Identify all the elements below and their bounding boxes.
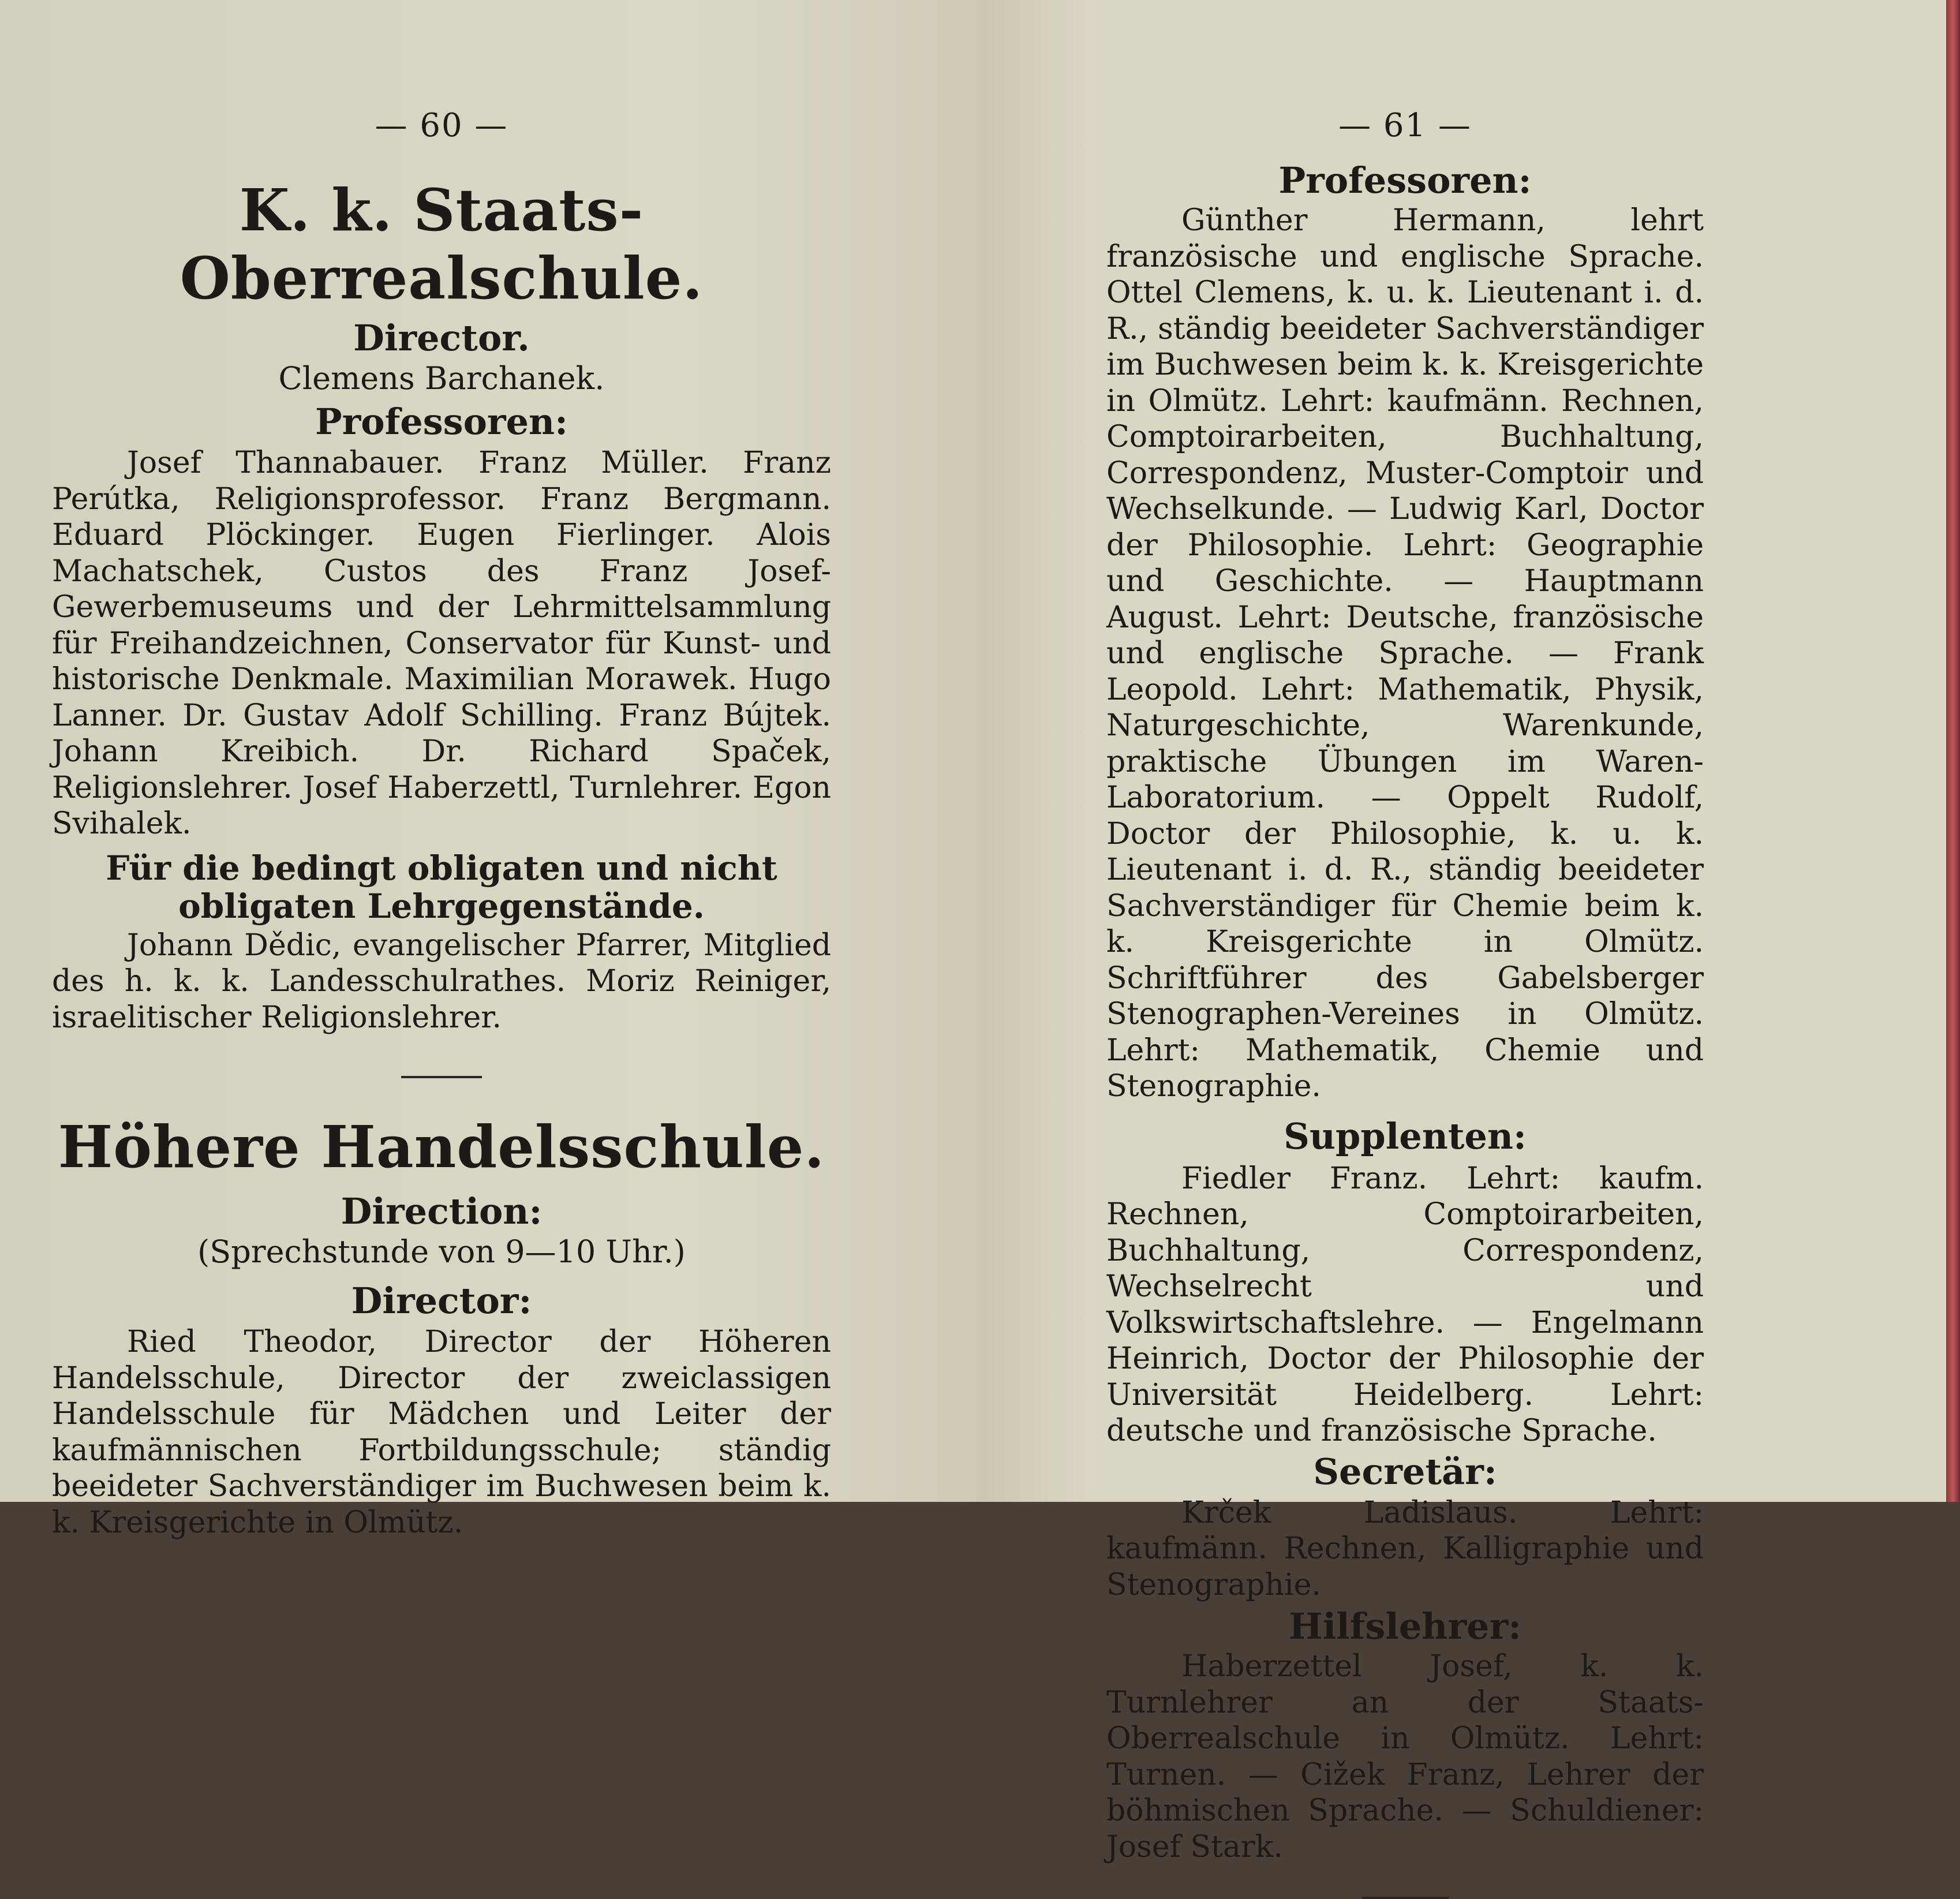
director2-heading: Director: [351,1280,532,1322]
left-page [0,0,977,1540]
professors-list: Josef Thannabauer. Franz Müller. Franz Perútka, Religionsprofessor. Franz Bergmann. Eduard Plöckinger. Eugen Fierlinger. Alois Machatschek, Custos des Franz Josef-Gewerbemuseums und der Lehrmittelsammlung für Freihandzeichnen, Conservator für Kunst- und historische Denkmale. Maximilian Morawek. Hugo Lanner. Dr. Gustav Adolf Schilling. Franz Bújtek. Johann Kreibich. Dr. Richard Spaček, Religionslehrer. Josef Haberzettl, Turnlehrer. Egon Svihalek. [52,446,831,841]
director2-text: Ried Theodor, Director der Höheren Handelsschule, Director der zweiclassigen Handelsschule für Mädchen und Leiter der kaufmännischen Fortbildungsschule; ständig beeideter Sachverständiger im Buchwesen beim k. k. Kreisgerichte in Olmütz. [52,1325,831,1540]
secretaer-heading: Secretär: [1313,1450,1497,1493]
professors-list: Günther Hermann, lehrt französische und englische Sprache. Ottel Clemens, k. u. k. Lieutenant i. d. R., ständig beeideter Sachverständiger im Buchwesen beim k. k. Kreisgerichte in Olmütz. Lehrt: kaufmänn. Rechnen, Comptoirarbeiten, Buchhaltung, Correspondenz, Muster-Comptoir und Wechselkunde. — Ludwig Karl, Doctor der Philosophie. Lehrt: Geographie und Geschichte. — Hauptmann August. Lehrt: Deutsche, französische und englische Sprache. — Frank Leopold. Lehrt: Mathematik, Physik, Naturgeschichte, Warenkunde, praktische Übungen im Waren-Laboratorium. — Oppelt Rudolf, Doctor der Philosophie, k. u. k. Lieutenant i. d. R., ständig beeideter Sachverständiger für Chemie beim k. k. Kreisgerichte in Olmütz. Schriftführer des Gabelsberger Stenographen-Vereines in Olmütz. Lehrt: Mathematik, Chemie und Stenographie. [1106,203,1704,1104]
section-title-2: Höhere Handelsschule. [58,1113,825,1181]
professors-heading: Professoren: [315,401,568,443]
page-number: — 60 — [375,107,508,144]
professors-heading: Professoren: [1278,159,1532,201]
director-name: Clemens Barchanek. [278,360,605,397]
left-page-content [52,0,831,1540]
right-page-content [1106,0,1704,1864]
section-title: K. k. Staats-Oberrealschule. [179,176,704,312]
supplenten-text: Fiedler Franz. Lehrt: kaufm. Rechnen, Comptoirarbeiten, Buchhaltung, Correspondenz, Wechselrecht und Volkswirtschaftslehre. — Engelmann Heinrich, Doctor der Philosophie der Universität Heidelberg. Lehrt: deutsche und französische Sprache. [1106,1161,1704,1448]
hilfslehrer-text: Haberzettel Josef, k. k. Turnlehrer an der Staats-Oberrealschule in Olmütz. Lehrt: Turnen. — Cižek Franz, Lehrer der böhmischen Sprache. — Schuldiener: Josef Stark. [1106,1649,1704,1864]
supplenten-heading: Supplenten: [1284,1115,1527,1157]
director-heading: Director. [353,317,530,359]
book-cover-edge [1946,0,1960,1502]
section-divider [401,1076,482,1078]
page-number: — 61 — [1338,107,1472,144]
right-page [977,0,1946,1864]
secretaer-text: Krček Ladislaus. Lehrt: kaufmänn. Rechnen, Kalligraphie und Stenographie. [1106,1495,1704,1602]
optional-subjects-heading: Für die bedingt obligaten und nicht obligaten Lehrgegenstände. [106,848,777,926]
hilfslehrer-heading: Hilfslehrer: [1289,1605,1521,1647]
direction-heading: Direction: [341,1190,543,1232]
section-divider [1362,1897,1449,1899]
optional-subjects-teachers: Johann Dědic, evangelischer Pfarrer, Mitglied des h. k. k. Landesschulrathes. Moriz Reiniger, israelitischer Religionslehrer. [52,928,831,1035]
office-hours: (Sprechstunde von 9—10 Uhr.) [197,1233,686,1270]
